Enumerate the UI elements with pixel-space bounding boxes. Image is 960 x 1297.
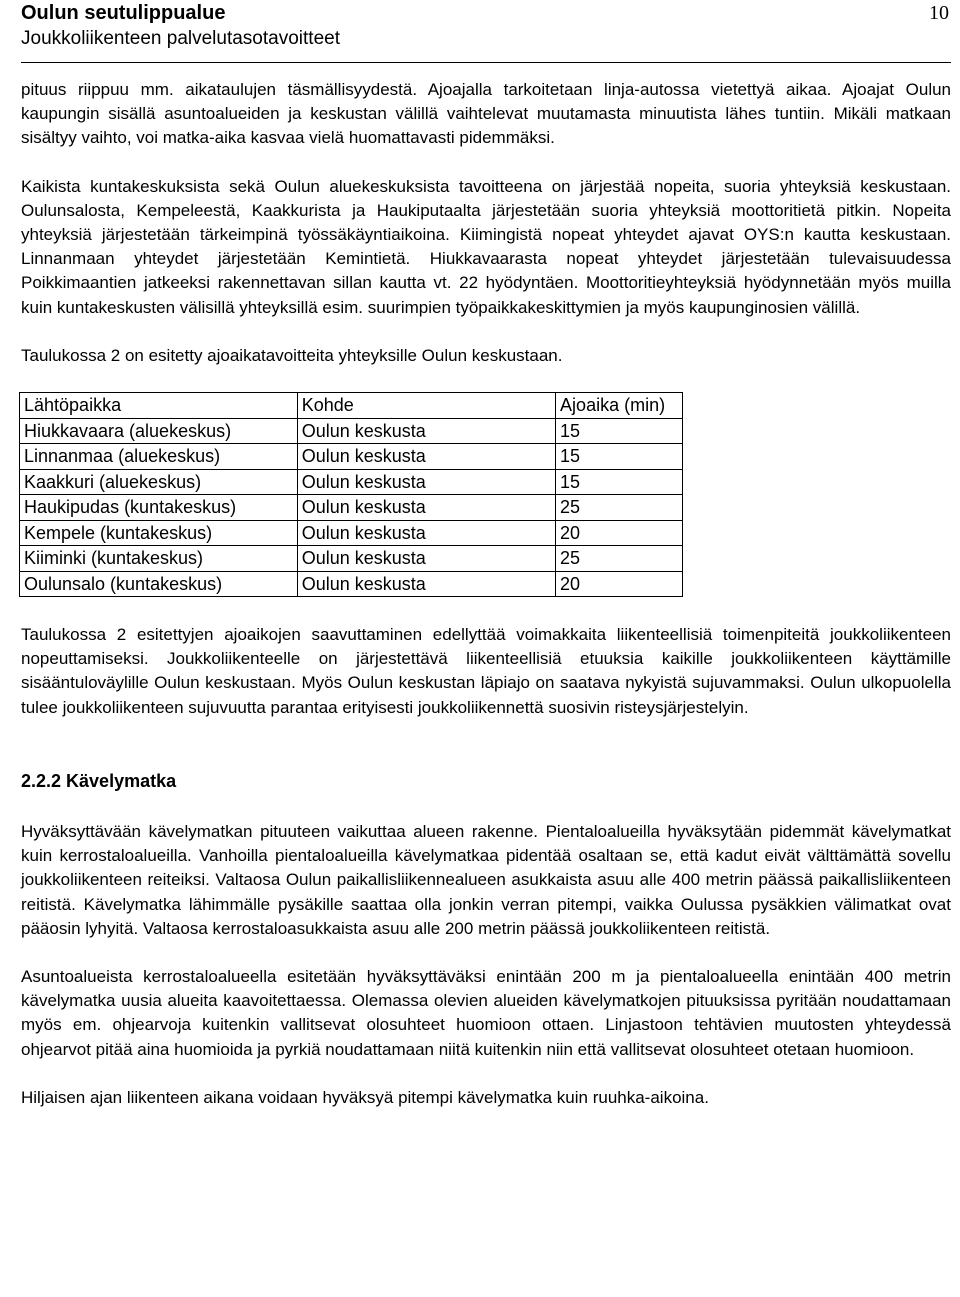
table-cell: Oulun keskusta xyxy=(297,418,555,444)
table-cell: Oulun keskusta xyxy=(297,520,555,546)
table-cell: Kaakkuri (aluekeskus) xyxy=(20,469,298,495)
table-row xyxy=(20,546,683,572)
table-cell: Linnanmaa (aluekeskus) xyxy=(20,444,298,470)
document-subtitle: Joukkoliikenteen palvelutasotavoitteet xyxy=(21,28,340,49)
paragraph-ohjearvot: Asuntoalueista kerrostaloalueella esitetään hyväksyttäväksi enintään 200 m ja pientaloalueella enintään 400 metrin kävelymatka uusia alueita kaavoitettaessa. Olemassa olevien alueiden kävelymatkojen pituuksissa pyritään noudattamaan myös em. ohjearvoja kuitenkin vallitsevat olosuhteet huomioon ottaen. Linjastoon tehtävien muutosten yhteydessä ohjearvot pitää aina huomioida ja pyrkiä noudattamaan niitä kuitenkin niin että vallitsevat olosuhteet otetaan huomioon. xyxy=(21,967,951,1059)
table-cell: Oulun keskusta xyxy=(297,495,555,521)
paragraph-nopeat-yhteydet: Kaikista kuntakeskuksista sekä Oulun aluekeskuksista tavoitteena on järjestää nopeita, suoria yhteyksiä keskustaan. Oulunsalosta, Kempeleestä, Kaakkurista ja Haukiputaalta järjestetään suoria yhteyksiä moottoritietä pitkin. Nopeita yhteyksiä järjestetään tärkeimpinä työssäkäyntiaikoina. Kiimingistä nopeat yhteydet ajavat OYS:n kautta keskustaan. Linnanmaan yhteydet järjestetään Kemintietä. Hiukkavaarasta nopeat yhteydet järjestetään tulevaisuudessa Poikkimaantien jatkeeksi rakennettavan sillan kautta vt. 22 hyödyntäen. Moottoritieyhteyksiä hyödynnetään myös muilla kuin kuntakeskusten välisillä yhteyksillä esim. suurimpien työpaikkakeskittymien ja myös kaupunginosien välillä. xyxy=(21,176,951,317)
table-header-row xyxy=(20,393,683,419)
table-cell: Oulun keskusta xyxy=(297,571,555,597)
document-title: Oulun seutulippualue xyxy=(21,2,226,24)
paragraph-table-intro: Taulukossa 2 on esitetty ajoaikatavoitteita yhteyksille Oulun keskustaan. xyxy=(21,345,563,365)
table-row xyxy=(20,469,683,495)
table-row xyxy=(20,571,683,597)
column-header-ajoaika: Ajoaika (min) xyxy=(556,393,683,419)
document-body xyxy=(21,78,951,1110)
paragraph-toimenpiteet: Taulukossa 2 esitettyjen ajoaikojen saavuttaminen edellyttää voimakkaita liikenteellisiä toimenpiteitä joukkoliikenteen nopeuttamiseksi. Joukkoliikenteelle on järjestettävä liikenteellisiä etuuksia kaikille joukkoliikenteen käyttämille sisääntuloväylille Oulun keskustaan. Myös Oulun keskustan läpiajo on saatava nykyistä sujuvammaksi. Oulun ulkopuolella tulee joukkoliikenteen sujuvuutta parantaa erityisesti joukkoliikennettä suosivin risteysjärjestelyin. xyxy=(21,625,951,717)
paragraph-kavelymatka: Hyväksyttävään kävelymatkan pituuteen vaikuttaa alueen rakenne. Pientaloalueilla hyväksytään pidemmät kävelymatkat kuin kerrostaloalueilla. Vanhoilla pientaloalueilla kävelymatkaa pidentää osaltaan se, että kadut eivät välttämättä sovellu joukkoliikenteen reiteiksi. Valtaosa Oulun paikallisliikennealueen asukkaista asuu alle 400 metrin päässä paikallisliikenteen reitistä. Kävelymatka lähimmälle pysäkille saattaa olla jonkin verran pitempi, vaikka Oulussa pysäkkien välimatkat ovat pääosin lyhyitä. Valtaosa kerrostaloasukkaista asuu alle 200 metrin päässä joukkoliikenteen reitistä. xyxy=(21,822,951,938)
table-cell: Haukipudas (kuntakeskus) xyxy=(20,495,298,521)
table-cell: Oulunsalo (kuntakeskus) xyxy=(20,571,298,597)
table-cell: 25 xyxy=(556,495,683,521)
column-header-kohde: Kohde xyxy=(297,393,555,419)
table-cell: 15 xyxy=(556,469,683,495)
paragraph-hiljainen-aika: Hiljaisen ajan liikenteen aikana voidaan hyväksyä pitempi kävelymatka kuin ruuhka-aikoina. xyxy=(21,1087,709,1107)
table-cell: Oulun keskusta xyxy=(297,444,555,470)
table-row xyxy=(20,418,683,444)
table-cell: 25 xyxy=(556,546,683,572)
table-cell: 20 xyxy=(556,520,683,546)
table-cell: Kempele (kuntakeskus) xyxy=(20,520,298,546)
table-row xyxy=(20,520,683,546)
table-cell: 15 xyxy=(556,444,683,470)
table-cell: 15 xyxy=(556,418,683,444)
table-cell: Oulun keskusta xyxy=(297,546,555,572)
travel-time-table xyxy=(19,392,683,597)
table-cell: Oulun keskusta xyxy=(297,469,555,495)
column-header-lahtopaikka: Lähtöpaikka xyxy=(20,393,298,419)
paragraph-ajoaika: pituus riippuu mm. aikataulujen täsmällisyydestä. Ajoajalla tarkoitetaan linja-autossa vietettyä aikaa. Ajoajat Oulun kaupungin sisällä asuntoalueiden ja keskustan välillä vaihtelevat muutamasta minuutista lähes tuntiin. Mikäli matkaan sisältyy vaihto, voi matka-aika kasvaa vielä huomattavasti pidemmäksi. xyxy=(21,80,951,148)
table-cell: Kiiminki (kuntakeskus) xyxy=(20,546,298,572)
page-number: 10 xyxy=(929,2,949,24)
section-heading-kavelymatka: 2.2.2 Kävelymatka xyxy=(21,770,177,791)
table-row xyxy=(20,444,683,470)
table-row xyxy=(20,495,683,521)
table-cell: 20 xyxy=(556,571,683,597)
table-cell: Hiukkavaara (aluekeskus) xyxy=(20,418,298,444)
page-header xyxy=(21,0,951,63)
